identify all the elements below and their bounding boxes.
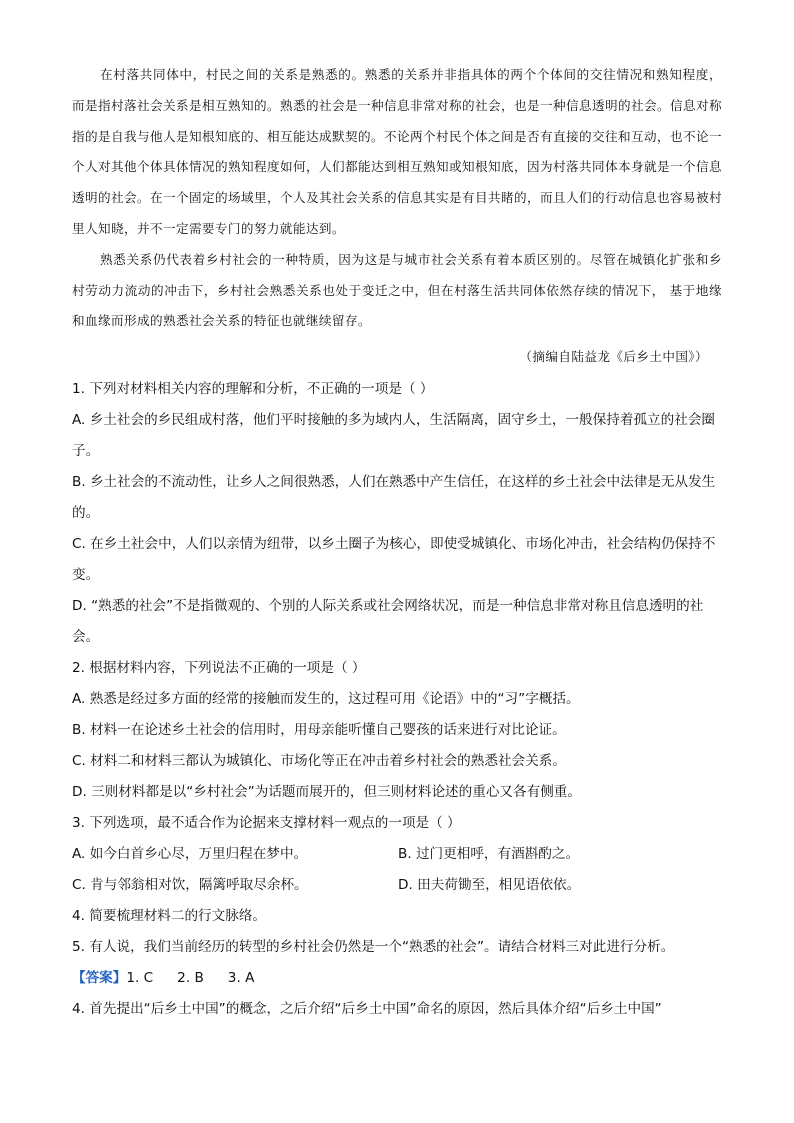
question-3 [72,808,724,901]
question-1 [72,374,724,653]
option-row [72,870,724,901]
option-b: B. 材料一在论述乡土社会的信用时，用母亲能听懂自己婴孩的话来进行对比论证。 [72,722,566,738]
question-2 [72,653,724,808]
question-section [72,374,724,1025]
option-d: D. “熟悉的社会”不是指微观的、个别的人际关系或社会网络状况，而是一种信息非常对称且信息透明的社会。 [72,598,704,645]
option-c: C. 肯与邻翁相对饮，隔篱呼取尽余杯。 [72,877,308,893]
question-stem: 1. 下列对材料相关内容的理解和分析，不正确的一项是（ ） [72,381,434,397]
question-4: 4. 简要梳理材料二的行文脉络。 [72,908,267,924]
answer-2: 2. B [177,970,204,986]
passage-paragraph-1: 在村落共同体中，村民之间的关系是熟悉的。熟悉的关系并非指具体的两个个体间的交往情况和熟知程度，而是指村落社会关系是相互熟知的。熟悉的社会是一种信息非常对称的社会，也是一种信息透明的社会。信息对称指的是自我与他人是知根知底的、相互能达成默契的。不论两个村民个体之间是否有直接的交往和互动，也不论一个人对其他个体具体情况的熟知程度如何，人们都能达到相互熟知或知根知底，因为村落共同体本身就是一个信息透明的社会。在一个固定的场域里，个人及其社会关系的信息其实是有目共睹的，而且人们的行动信息也容易被村里人知晓，并不一定需要专门的努力就能达到。 [72,67,722,236]
option-b: B. 过门更相呼，有酒斟酌之。 [398,846,580,862]
option-a: A. 如今白首乡心尽，万里归程在梦中。 [72,846,308,862]
option-d: D. 三则材料都是以“乡村社会”为话题而展开的，但三则材料论述的重心又各有侧重。 [72,784,581,800]
answer-3: 3. A [227,970,255,986]
answer-tag: 【答案】 [72,970,127,986]
question-stem: 3. 下列选项，最不适合作为论据来支撑材料一观点的一项是（ ） [72,815,461,831]
answer-section [72,963,724,1025]
option-b: B. 乡土社会的不流动性，让乡人之间很熟悉，人们在熟悉中产生信任，在这样的乡土社会中法律是无从发生的。 [72,474,716,521]
answer-1: 1. C [126,970,154,986]
option-d: D. 田夫荷锄至，相见语依依。 [398,877,581,893]
option-c: C. 在乡土社会中，人们以亲情为纽带，以乡土圈子为核心，即使受城镇化、市场化冲击，社会结构仍保持不变。 [72,536,716,583]
reading-passage [72,60,722,337]
option-a: A. 乡土社会的乡民组成村落，他们平时接触的多为域内人，生活隔离，固守乡土，一般保持着孤立的社会圈子。 [72,412,716,459]
passage-source: （摘编自陆益龙《后乡土中国》） [519,349,708,364]
option-c: C. 材料二和材料三都认为城镇化、市场化等正在冲击着乡村社会的熟悉社会关系。 [72,753,566,769]
answer-line [72,963,724,994]
passage-paragraph-2: 熟悉关系仍代表着乡村社会的一种特质，因为这是与城市社会关系有着本质区别的。尽管在城镇化扩张和乡村劳动力流动的冲击下，乡村社会熟悉关系也处于变迁之中，但在村落生活共同体依然存续的情况下， 基于地缘和血缘而形成的熟悉社会关系的特征也就继续留存。 [72,251,722,329]
option-a: A. 熟悉是经过多方面的经常的接触而发生的，这过程可用《论语》中的“习”字概括。 [72,691,580,707]
question-stem: 2. 根据材料内容，下列说法不正确的一项是（ ） [72,660,366,676]
question-5: 5. 有人说，我们当前经历的转型的乡村社会仍然是一个“熟悉的社会”。请结合材料三对此进行分析。 [72,939,675,955]
answer-4: 4. 首先提出“后乡土中国”的概念，之后介绍“后乡土中国”命名的原因，然后具体介绍“后乡土中国” [72,1001,662,1017]
option-row [72,839,724,870]
